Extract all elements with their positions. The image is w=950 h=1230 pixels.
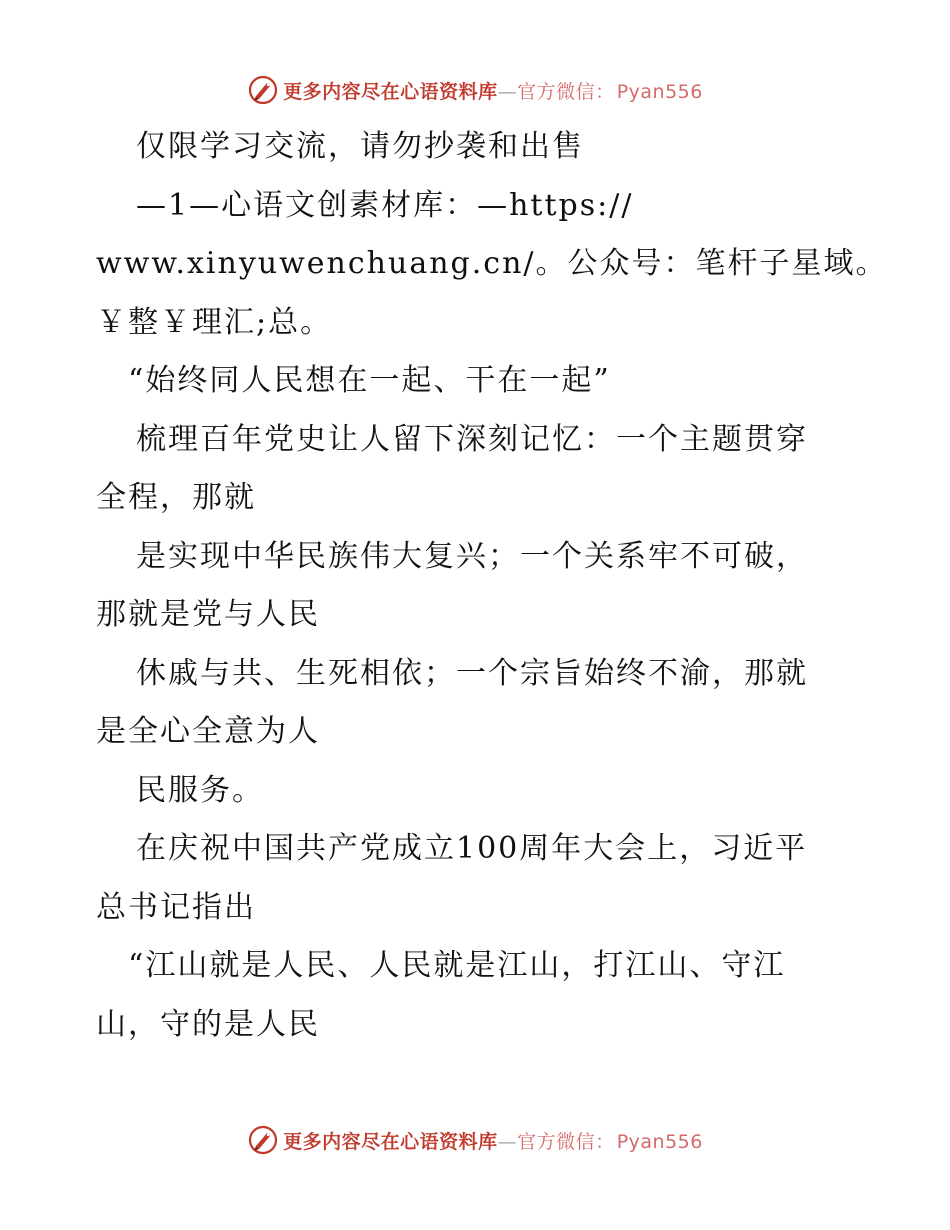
banner-main-text: 更多内容尽在心语资料库: [283, 1130, 498, 1153]
paragraph-line: ￥整￥理汇;总。: [96, 304, 333, 340]
paragraph-line: 是全心全意为人: [96, 714, 320, 749]
paragraph-line: 民服务。: [136, 772, 264, 808]
paragraph-line: www.xinyuwenchuang.cn/。公众号：笔杆子星域。: [96, 246, 888, 281]
paragraph-line: 那就是党与人民: [96, 597, 320, 632]
banner-wechat-label: 官方微信：: [517, 80, 615, 103]
paragraph-line: 仅限学习交流，请勿抄袭和出售: [136, 129, 584, 164]
paragraph-line: 全程，那就: [96, 480, 256, 515]
paragraph-line: 是实现中华民族伟大复兴；一个关系牢不可破，: [136, 538, 808, 574]
header-banner: [0, 70, 950, 110]
section-heading: “始终同人民想在一起、干在一起”: [128, 363, 611, 398]
banner-wechat-id: Pyan556: [616, 80, 703, 103]
pen-logo-icon: [247, 1124, 279, 1156]
paragraph-line: 在庆祝中国共产党成立100周年大会上，习近平: [136, 831, 808, 866]
paragraph-line: 梳理百年党史让人留下深刻记忆：一个主题贯穿: [136, 421, 808, 457]
banner-wechat-label: 官方微信：: [517, 1130, 615, 1153]
banner-wechat-id: Pyan556: [616, 1130, 703, 1153]
paragraph-line: 总书记指出: [96, 889, 256, 925]
paragraph-line: “江山就是人民、人民就是江山，打江山、守江: [128, 948, 786, 983]
footer-banner: [0, 1120, 950, 1160]
paragraph-line: 山，守的是人民: [96, 1006, 320, 1042]
pen-logo-icon: [247, 74, 279, 106]
banner-dash: —: [497, 1130, 518, 1153]
banner-dash: —: [497, 80, 518, 103]
paragraph-line: 休戚与共、生死相依；一个宗旨始终不渝，那就: [136, 655, 808, 691]
document-body: [96, 118, 888, 1054]
paragraph-line: —1—心语文创素材库：—https://: [136, 187, 634, 223]
banner-main-text: 更多内容尽在心语资料库: [283, 80, 498, 103]
